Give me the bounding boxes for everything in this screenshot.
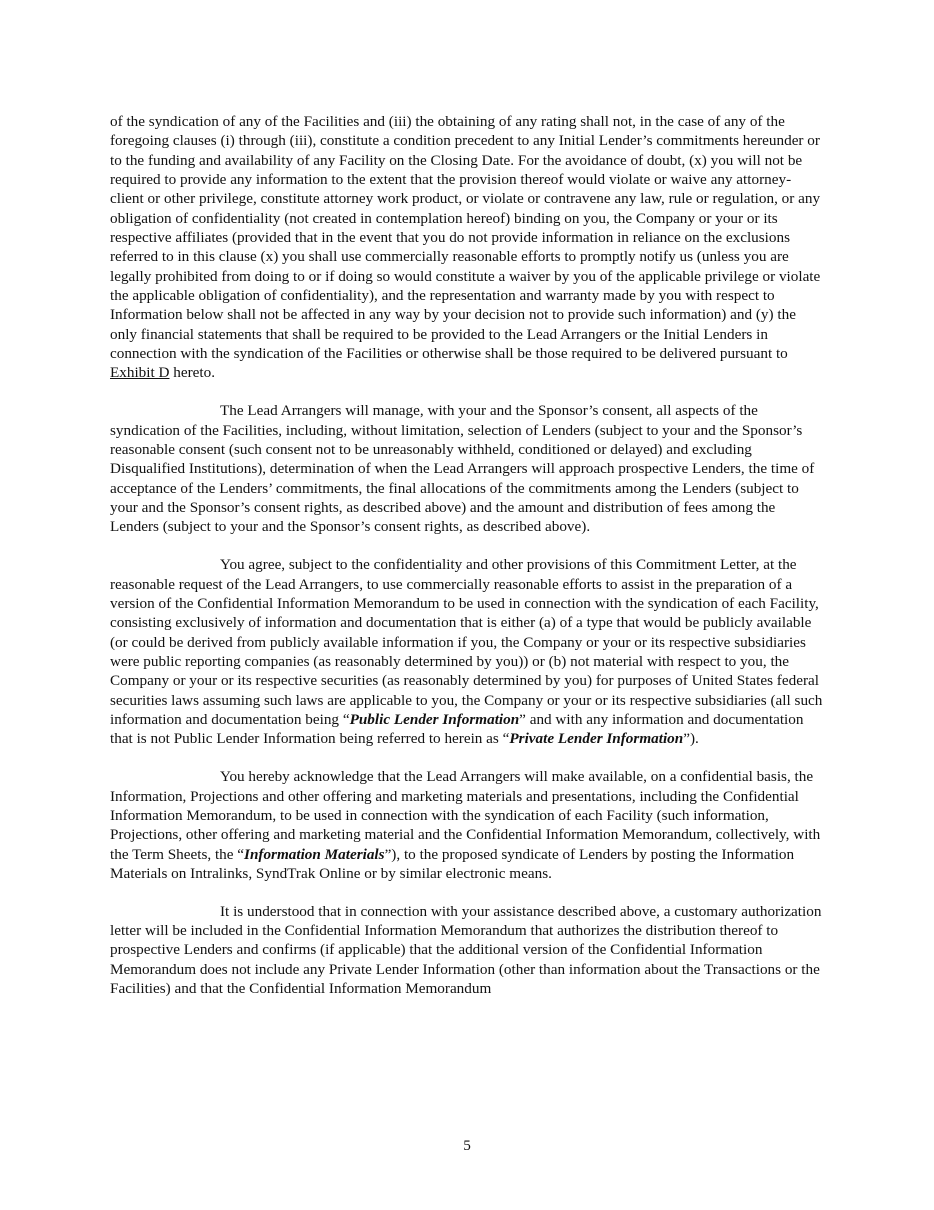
- exhibit-d-reference: Exhibit D: [110, 364, 170, 382]
- paragraph-public-lender-information: [110, 555, 824, 748]
- paragraph-syndication-conditions: [110, 112, 824, 383]
- paragraph-lead-arrangers-manage: [110, 401, 824, 536]
- paragraph-text: ” and with any information and documentation that is not Public Lender Information being referred to herein as “: [110, 710, 804, 748]
- paragraph-text: hereto.: [169, 364, 216, 382]
- paragraph-text: You agree, subject to the confidentiality and other provisions of this Commitment Letter, at the reasonable request of the Lead Arrangers, to use commercially reasonable efforts to assist in the preparation of a version of the Confidential Information Memorandum to be used in connection with the syndication of each Facility, consisting exclusively of information and documentation that is either (a) of a type that would be publicly available (or could be derived from publicly available information if you, the Company or your or its respective subsidiaries were public reporting companies (as reasonably determined by you)) or (b) not material with respect to you, the Company or your or its respective securities (as reasonably determined by you) for purposes of United States federal securities laws assuming such laws are applicable to you, the Company or your or its respective subsidiaries (all such information and documentation being “: [110, 556, 823, 728]
- defined-term-public-lender-information: Public Lender Information: [349, 710, 520, 728]
- paragraph-authorization-letter: [110, 902, 824, 999]
- paragraph-text: of the syndication of any of the Facilities and (iii) the obtaining of any rating shall not, in the case of any of the foregoing clauses (i) through (iii), constitute a condition precedent to any Initial Lender’s commitments hereunder or to the funding and availability of any Facility on the Closing Date. For the avoidance of doubt, (x) you will not be required to provide any information to the extent that the provision thereof would violate or waive any attorney-client or other privilege, constitute attorney work product, or violate or contravene any law, rule or regulation, or any obligation of confidentiality (not created in contemplation hereof) binding on you, the Company or your or its respective affiliates (provided that in the event that you do not provide information in reliance on the exclusions referred to in this clause (x) you shall use commercially reasonable efforts to promptly notify us (unless you are legally prohibited from doing to or if doing so would constitute a waiver by you of the applicable privilege or violate the applicable obligation of confidentiality), and the representation and warranty made by you with respect to Information below shall not be affected in any way by your decision not to provide such information) and (y) the only financial statements that shall be required to be provided to the Lead Arrangers or the Initial Lenders in connection with the syndication of the Facilities or otherwise shall be those required to be delivered pursuant to: [110, 113, 821, 363]
- paragraph-text: You hereby acknowledge that the Lead Arrangers will make available, on a confidential basis, the Information, Projections and other offering and marketing materials and presentations, including the Confidential Information Memorandum, to be used in connection with the syndication of each Facility (such information, Projections, other offering and marketing material and the Confidential Information Memorandum, collectively, with the Term Sheets, the “: [110, 768, 821, 863]
- paragraph-information-materials: [110, 767, 824, 883]
- paragraph-text: ”), to the proposed syndicate of Lenders by posting the Information Materials on Intralinks, SyndTrak Online or by similar electronic means.: [110, 845, 795, 882]
- document-page: [110, 112, 824, 1017]
- defined-term-information-materials: Information Materials: [244, 845, 385, 863]
- paragraph-text: The Lead Arrangers will manage, with your and the Sponsor’s consent, all aspects of the syndication of the Facilities, including, without limitation, selection of Lenders (subject to your and the Sponsor’s reasonable consent (such consent not to be unreasonably withheld, conditioned or delayed) and excluding Disqualified Institutions), determination of when the Lead Arrangers will approach prospective Lenders, the time of acceptance of the Lenders’ commitments, the final allocations of the commitments among the Lenders (subject to your and the Sponsor’s consent rights, as described above) and the amount and distribution of fees among the Lenders (subject to your and the Sponsor’s consent rights, as described above).: [110, 402, 815, 536]
- defined-term-private-lender-information: Private Lender Information: [509, 730, 684, 748]
- page-number: 5: [463, 1137, 471, 1154]
- paragraph-text: It is understood that in connection with your assistance described above, a customary authorization letter will be included in the Confidential Information Memorandum that authorizes the distribution thereof to prospective Lenders and confirms (if applicable) that the additional version of the Confidential Information Memorandum does not include any Private Lender Information (other than information about the Transactions or the Facilities) and that the Confidential Information Memorandum: [110, 902, 822, 998]
- paragraph-text: ”).: [683, 730, 699, 748]
